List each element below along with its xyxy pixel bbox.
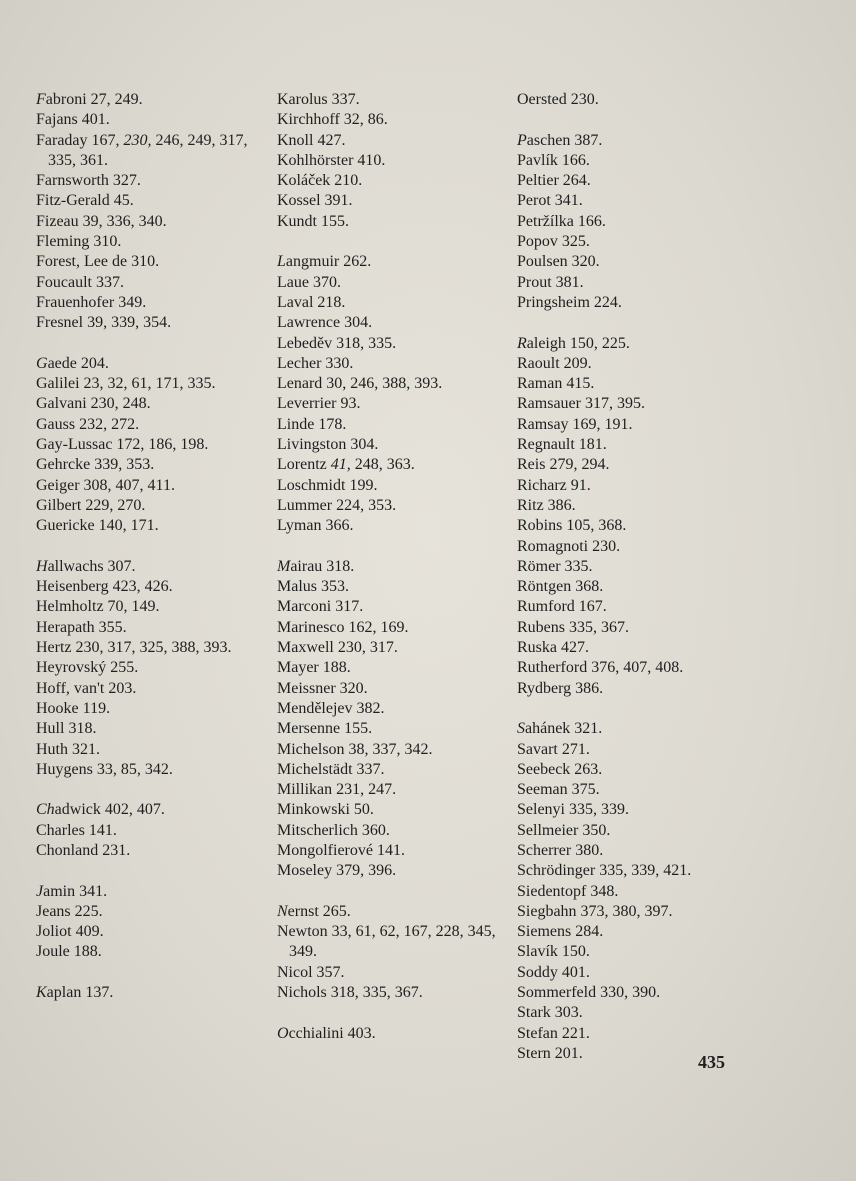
index-entry: Slavík 150. <box>517 943 590 961</box>
index-entry: Mersenne 155. <box>277 720 373 738</box>
index-entry: Fleming 310. <box>36 233 122 251</box>
index-entry: Rubens 335, 367. <box>517 618 629 636</box>
index-entry: Linde 178. <box>277 415 347 433</box>
index-entry: Stark 303. <box>517 1004 583 1022</box>
index-column-2 <box>277 90 502 1044</box>
index-entry <box>36 354 266 374</box>
entry-text: cchialini 403. <box>288 1024 376 1042</box>
index-entry: Farnsworth 327. <box>36 172 141 190</box>
entry-initial: L <box>277 253 286 271</box>
index-entry: Gilbert 229, 270. <box>36 496 146 514</box>
index-entry: Charles 141. <box>36 821 117 839</box>
index-entry: Rumford 167. <box>517 598 607 616</box>
index-entry: Fresnel 39, 339, 354. <box>36 314 172 332</box>
index-entry: Marinesco 162, 169. <box>277 618 409 636</box>
index-entry: Mitscherlich 360. <box>277 821 390 839</box>
index-entry: Fitz-Gerald 45. <box>36 192 134 210</box>
index-entry: Kirchhoff 32, 86. <box>277 111 388 129</box>
index-entry: Pavlík 166. <box>517 151 590 169</box>
entry-initial: M <box>277 557 291 575</box>
index-entry: Laval 218. <box>277 293 346 311</box>
entry-text: abroni 27, 249. <box>45 91 143 108</box>
index-entry: Koláček 210. <box>277 172 363 190</box>
index-entry: Hooke 119. <box>36 699 111 717</box>
index-entry: Richarz 91. <box>517 476 591 494</box>
index-entry: Marconi 317. <box>277 598 364 616</box>
index-entry: Millikan 231, 247. <box>277 781 397 799</box>
index-entry: Röntgen 368. <box>517 578 604 596</box>
index-entry: Malus 353. <box>277 578 349 596</box>
index-entry: Hertz 230, 317, 325, 388, 393. <box>36 639 232 657</box>
index-entry: Raoult 209. <box>517 354 592 372</box>
index-entry: Ruska 427. <box>517 639 589 657</box>
index-entry: Lyman 366. <box>277 517 354 535</box>
index-entry: Maxwell 230, 317. <box>277 639 398 657</box>
index-entry <box>277 557 502 577</box>
index-entry: Fizeau 39, 336, 340. <box>36 212 167 230</box>
index-entry: Perot 341. <box>517 192 583 210</box>
index-entry: Oersted 230. <box>517 91 599 108</box>
index-entry: Ramsay 169, 191. <box>517 415 633 433</box>
entry-text: allwachs 307. <box>47 557 136 575</box>
index-entry: Petržílka 166. <box>517 212 606 230</box>
index-entry: Heyrovský 255. <box>36 659 139 677</box>
entry-initial: R <box>517 334 527 352</box>
index-entry: Knoll 427. <box>277 131 346 149</box>
index-entry: Rutherford 376, 407, 408. <box>517 659 684 677</box>
entry-text: ernst 265. <box>287 902 351 920</box>
index-entry: Stern 201. <box>517 1044 583 1062</box>
index-entry: Helmholtz 70, 149. <box>36 598 160 616</box>
entry-text: aschen 387. <box>526 131 603 149</box>
index-entry: Lecher 330. <box>277 354 354 372</box>
index-entry: Ramsauer 317, 395. <box>517 395 645 413</box>
index-entry: Michelson 38, 337, 342. <box>277 740 433 758</box>
entry-text: adwick 402, 407. <box>54 801 165 819</box>
index-entry: Soddy 401. <box>517 963 590 981</box>
index-entry: Seeman 375. <box>517 781 600 799</box>
index-entry: Hull 318. <box>36 720 97 738</box>
index-entry: Kundt 155. <box>277 212 349 230</box>
index-entry: Selenyi 335, 339. <box>517 801 629 819</box>
index-entry: Popov 325. <box>517 233 590 251</box>
index-entry: Poulsen 320. <box>517 253 600 271</box>
index-entry <box>277 252 502 272</box>
entry-text: amin 341. <box>43 882 108 900</box>
index-entry <box>36 800 266 820</box>
index-column-1 <box>36 90 266 1003</box>
index-entry: Heisenberg 423, 426. <box>36 578 173 596</box>
index-entry: Herapath 355. <box>36 618 127 636</box>
index-entry: Kohlhörster 410. <box>277 151 386 169</box>
index-entry: Guericke 140, 171. <box>36 517 159 535</box>
index-entry: Leverrier 93. <box>277 395 361 413</box>
index-entry: Siemens 284. <box>517 923 604 941</box>
index-entry: Scherrer 380. <box>517 841 604 859</box>
entry-initial: S <box>517 720 525 738</box>
index-entry: Gay-Lussac 172, 186, 198. <box>36 436 209 454</box>
index-entry: Nicol 357. <box>277 963 345 981</box>
index-entry: Newton 33, 61, 62, 167, 228, 345, 349. <box>277 923 496 961</box>
index-entry: Lenard 30, 246, 388, 393. <box>277 375 443 393</box>
index-entry: Galilei 23, 32, 61, 171, 335. <box>36 375 216 393</box>
index-entry: Mayer 188. <box>277 659 351 677</box>
index-entry: Savart 271. <box>517 740 590 758</box>
index-entry <box>36 90 266 110</box>
index-entry: Reis 279, 294. <box>517 456 610 474</box>
index-entry <box>277 902 502 922</box>
index-entry: Joule 188. <box>36 943 102 961</box>
index-entry: Loschmidt 199. <box>277 476 378 494</box>
index-entry: Hoff, van't 203. <box>36 679 137 697</box>
index-entry: Foucault 337. <box>36 273 124 291</box>
entry-initial: J <box>36 882 44 900</box>
entry-initial: H <box>36 557 48 575</box>
index-entry: Lorentz 41, 248, 363. <box>277 456 415 474</box>
index-entry: Chonland 231. <box>36 841 131 859</box>
index-entry: Joliot 409. <box>36 923 104 941</box>
entry-text: ahánek 321. <box>525 720 603 738</box>
index-entry: Huth 321. <box>36 740 100 758</box>
index-entry: Meissner 320. <box>277 679 368 697</box>
index-entry: Mendělejev 382. <box>277 699 385 717</box>
index-entry: Sommerfeld 330, 390. <box>517 984 661 1002</box>
index-entry: Robins 105, 368. <box>517 517 627 535</box>
index-entry: Faraday 167, 230, 246, 249, 317, 335, 361. <box>36 131 248 169</box>
index-entry: Frauenhofer 349. <box>36 293 147 311</box>
index-entry: Jeans 225. <box>36 902 103 920</box>
index-entry: Romagnoti 230. <box>517 537 621 555</box>
index-entry: Kossel 391. <box>277 192 353 210</box>
index-entry: Ritz 386. <box>517 496 576 514</box>
index-entry: Siegbahn 373, 380, 397. <box>517 902 673 920</box>
index-entry <box>517 131 747 151</box>
index-entry <box>277 1024 502 1044</box>
entry-initial: G <box>36 354 48 372</box>
entry-text: airau 318. <box>290 557 355 575</box>
index-entry: Siedentopf 348. <box>517 882 619 900</box>
index-entry: Forest, Lee de 310. <box>36 253 160 271</box>
index-entry: Michelstädt 337. <box>277 760 385 778</box>
index-entry: Geiger 308, 407, 411. <box>36 476 175 494</box>
index-entry: Galvani 230, 248. <box>36 395 151 413</box>
index-entry: Lummer 224, 353. <box>277 496 397 514</box>
index-entry: Seebeck 263. <box>517 760 603 778</box>
entry-text: aede 204. <box>47 354 109 372</box>
index-entry: Gauss 232, 272. <box>36 415 140 433</box>
index-entry: Sellmeier 350. <box>517 821 611 839</box>
index-entry: Laue 370. <box>277 273 341 291</box>
index-entry: Minkowski 50. <box>277 801 374 819</box>
entry-initial: F <box>36 91 46 108</box>
entry-text: aleigh 150, 225. <box>526 334 630 352</box>
index-entry: Raman 415. <box>517 375 595 393</box>
index-entry: Stefan 221. <box>517 1024 590 1042</box>
italic-page-ref: 41, <box>330 456 351 474</box>
entry-initial: P <box>517 131 527 149</box>
index-entry: Mongolfierové 141. <box>277 841 405 859</box>
entry-initial: Ch <box>36 801 55 819</box>
index-entry <box>517 719 747 739</box>
index-entry: Gehrcke 339, 353. <box>36 456 155 474</box>
index-entry: Huygens 33, 85, 342. <box>36 760 173 778</box>
entry-initial: N <box>277 902 288 920</box>
italic-page-ref: 230, <box>123 131 152 149</box>
index-entry: Peltier 264. <box>517 172 591 190</box>
index-entry: Regnault 181. <box>517 436 607 454</box>
index-entry: Nichols 318, 335, 367. <box>277 984 423 1002</box>
index-entry: Prout 381. <box>517 273 584 291</box>
index-entry <box>36 557 266 577</box>
entry-initial: K <box>36 984 47 1002</box>
index-entry: Livingston 304. <box>277 436 379 454</box>
entry-text: aplan 137. <box>46 984 114 1002</box>
index-column-3 <box>517 90 747 1064</box>
page-number: 435 <box>698 1052 725 1072</box>
index-entry <box>36 983 266 1003</box>
index-entry <box>36 882 266 902</box>
entry-text: angmuir 262. <box>285 253 372 271</box>
index-entry: Lebeděv 318, 335. <box>277 334 397 352</box>
index-entry: Fajans 401. <box>36 111 110 129</box>
index-entry: Rydberg 386. <box>517 679 604 697</box>
index-entry: Römer 335. <box>517 557 593 575</box>
index-entry <box>517 334 747 354</box>
index-entry: Karolus 337. <box>277 91 360 108</box>
index-entry: Moseley 379, 396. <box>277 862 397 880</box>
index-entry: Schrödinger 335, 339, 421. <box>517 862 692 880</box>
index-entry: Lawrence 304. <box>277 314 373 332</box>
entry-initial: O <box>277 1024 289 1042</box>
index-entry: Pringsheim 224. <box>517 293 622 311</box>
